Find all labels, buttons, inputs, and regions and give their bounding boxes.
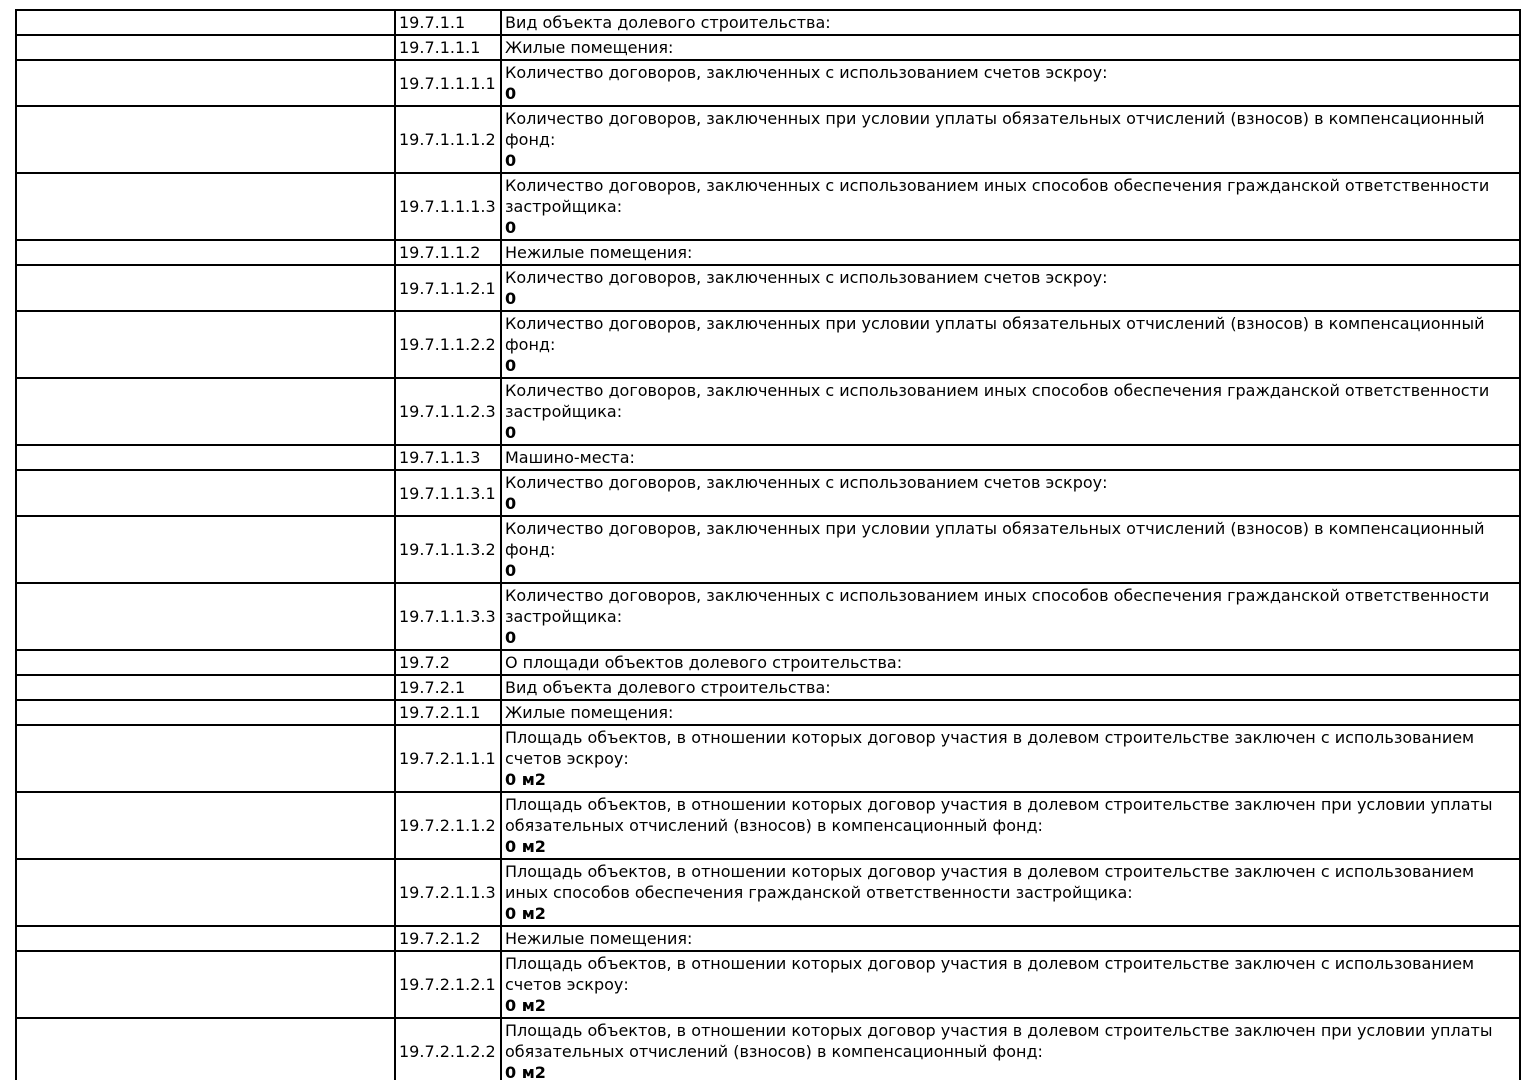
row-label: Количество договоров, заключенных с использованием иных способов обеспечения гражданской ответственности застройщика:: [505, 381, 1490, 421]
row-value: 0 м2: [505, 904, 546, 923]
table-row: [16, 378, 1520, 445]
row-value: 0: [505, 423, 517, 442]
row-number: 19.7.1.1.2: [395, 240, 501, 265]
row-content: [501, 173, 1520, 240]
row-number: 19.7.2.1.1.1: [395, 725, 501, 792]
row-content: [501, 859, 1520, 926]
table-row: [16, 792, 1520, 859]
table-row: [16, 445, 1520, 470]
row-label: Количество договоров, заключенных с использованием иных способов обеспечения гражданской ответственности застройщика:: [505, 586, 1490, 626]
table-row: [16, 650, 1520, 675]
row-number: 19.7.1.1.3: [395, 445, 501, 470]
row-number: 19.7.2.1.2: [395, 926, 501, 951]
row-content: [501, 650, 1520, 675]
table-row: [16, 173, 1520, 240]
row-content: [501, 240, 1520, 265]
row-number: 19.7.2.1.1: [395, 700, 501, 725]
row-value: 0: [505, 561, 517, 580]
row-empty-cell: [16, 792, 395, 859]
row-content: [501, 445, 1520, 470]
row-number: 19.7.1.1.1.2: [395, 106, 501, 173]
row-value: 0: [505, 289, 517, 308]
row-empty-cell: [16, 725, 395, 792]
row-empty-cell: [16, 240, 395, 265]
row-empty-cell: [16, 951, 395, 1018]
row-label: О площади объектов долевого строительства:: [505, 653, 903, 672]
row-content: [501, 516, 1520, 583]
row-label: Количество договоров, заключенных при условии уплаты обязательных отчислений (взносов) в компенсационный фонд:: [505, 314, 1485, 354]
row-value: 0 м2: [505, 996, 546, 1015]
row-value: 0 м2: [505, 770, 546, 789]
row-number: 19.7.1.1.2.1: [395, 265, 501, 311]
table-row: [16, 675, 1520, 700]
row-label: Количество договоров, заключенных с использованием счетов эскроу:: [505, 63, 1108, 82]
row-empty-cell: [16, 60, 395, 106]
row-empty-cell: [16, 106, 395, 173]
row-number: 19.7.1.1.3.3: [395, 583, 501, 650]
row-label: Площадь объектов, в отношении которых договор участия в долевом строительстве заключен при условии уплаты обязательных отчислений (взносов) в компенсационный фонд:: [505, 1021, 1493, 1061]
table-row: [16, 951, 1520, 1018]
row-value: 0: [505, 218, 517, 237]
row-content: [501, 951, 1520, 1018]
row-value: 0: [505, 628, 517, 647]
row-content: [501, 106, 1520, 173]
table-row: [16, 311, 1520, 378]
row-empty-cell: [16, 675, 395, 700]
row-label: Площадь объектов, в отношении которых договор участия в долевом строительстве заключен с использованием иных способов обеспечения гражданской ответственности застройщика:: [505, 862, 1475, 902]
table-row: [16, 516, 1520, 583]
row-empty-cell: [16, 378, 395, 445]
row-content: [501, 700, 1520, 725]
row-empty-cell: [16, 470, 395, 516]
row-label: Вид объекта долевого строительства:: [505, 678, 831, 697]
row-number: 19.7.1.1.1: [395, 35, 501, 60]
row-label: Площадь объектов, в отношении которых договор участия в долевом строительстве заключен с использованием счетов эскроу:: [505, 728, 1475, 768]
declaration-table: [15, 9, 1521, 1080]
row-label: Количество договоров, заключенных с использованием иных способов обеспечения гражданской ответственности застройщика:: [505, 176, 1490, 216]
table-row: [16, 10, 1520, 35]
row-empty-cell: [16, 445, 395, 470]
table-row: [16, 725, 1520, 792]
table-row: [16, 583, 1520, 650]
row-label: Количество договоров, заключенных при условии уплаты обязательных отчислений (взносов) в компенсационный фонд:: [505, 109, 1485, 149]
row-content: [501, 60, 1520, 106]
row-number: 19.7.2.1: [395, 675, 501, 700]
row-label: Жилые помещения:: [505, 703, 674, 722]
row-number: 19.7.2.1.2.2: [395, 1018, 501, 1080]
row-number: 19.7.1.1.3.2: [395, 516, 501, 583]
row-value: 0: [505, 494, 517, 513]
table-row: [16, 926, 1520, 951]
row-content: [501, 583, 1520, 650]
row-label: Количество договоров, заключенных с использованием счетов эскроу:: [505, 473, 1108, 492]
row-number: 19.7.2.1.1.2: [395, 792, 501, 859]
row-number: 19.7.2.1.1.3: [395, 859, 501, 926]
table-row: [16, 60, 1520, 106]
row-content: [501, 926, 1520, 951]
row-number: 19.7.1.1.1.1: [395, 60, 501, 106]
row-label: Нежилые помещения:: [505, 929, 693, 948]
row-value: 0: [505, 356, 517, 375]
row-value: 0 м2: [505, 837, 546, 856]
row-empty-cell: [16, 35, 395, 60]
row-value: 0: [505, 84, 517, 103]
row-content: [501, 1018, 1520, 1080]
row-label: Площадь объектов, в отношении которых договор участия в долевом строительстве заключен с использованием счетов эскроу:: [505, 954, 1475, 994]
table-row: [16, 240, 1520, 265]
row-empty-cell: [16, 516, 395, 583]
row-number: 19.7.1.1.2.2: [395, 311, 501, 378]
row-empty-cell: [16, 311, 395, 378]
row-empty-cell: [16, 650, 395, 675]
row-number: 19.7.1.1.3.1: [395, 470, 501, 516]
row-label: Площадь объектов, в отношении которых договор участия в долевом строительстве заключен при условии уплаты обязательных отчислений (взносов) в компенсационный фонд:: [505, 795, 1493, 835]
row-empty-cell: [16, 1018, 395, 1080]
row-value: 0: [505, 151, 517, 170]
row-empty-cell: [16, 859, 395, 926]
declaration-table-body: [16, 10, 1520, 1080]
row-label: Количество договоров, заключенных при условии уплаты обязательных отчислений (взносов) в компенсационный фонд:: [505, 519, 1485, 559]
table-row: [16, 1018, 1520, 1080]
row-content: [501, 311, 1520, 378]
row-empty-cell: [16, 173, 395, 240]
row-content: [501, 35, 1520, 60]
row-content: [501, 265, 1520, 311]
row-empty-cell: [16, 926, 395, 951]
row-number: 19.7.1.1.2.3: [395, 378, 501, 445]
row-content: [501, 792, 1520, 859]
row-label: Нежилые помещения:: [505, 243, 693, 262]
table-row: [16, 470, 1520, 516]
row-label: Машино-места:: [505, 448, 635, 467]
row-number: 19.7.2: [395, 650, 501, 675]
row-content: [501, 10, 1520, 35]
table-row: [16, 35, 1520, 60]
row-empty-cell: [16, 10, 395, 35]
row-value: 0 м2: [505, 1063, 546, 1080]
row-content: [501, 378, 1520, 445]
row-empty-cell: [16, 583, 395, 650]
table-row: [16, 859, 1520, 926]
row-content: [501, 470, 1520, 516]
table-row: [16, 700, 1520, 725]
row-number: 19.7.1.1: [395, 10, 501, 35]
row-number: 19.7.1.1.1.3: [395, 173, 501, 240]
row-number: 19.7.2.1.2.1: [395, 951, 501, 1018]
row-empty-cell: [16, 265, 395, 311]
row-content: [501, 675, 1520, 700]
table-row: [16, 265, 1520, 311]
row-label: Количество договоров, заключенных с использованием счетов эскроу:: [505, 268, 1108, 287]
row-label: Жилые помещения:: [505, 38, 674, 57]
row-content: [501, 725, 1520, 792]
table-row: [16, 106, 1520, 173]
row-label: Вид объекта долевого строительства:: [505, 13, 831, 32]
row-empty-cell: [16, 700, 395, 725]
